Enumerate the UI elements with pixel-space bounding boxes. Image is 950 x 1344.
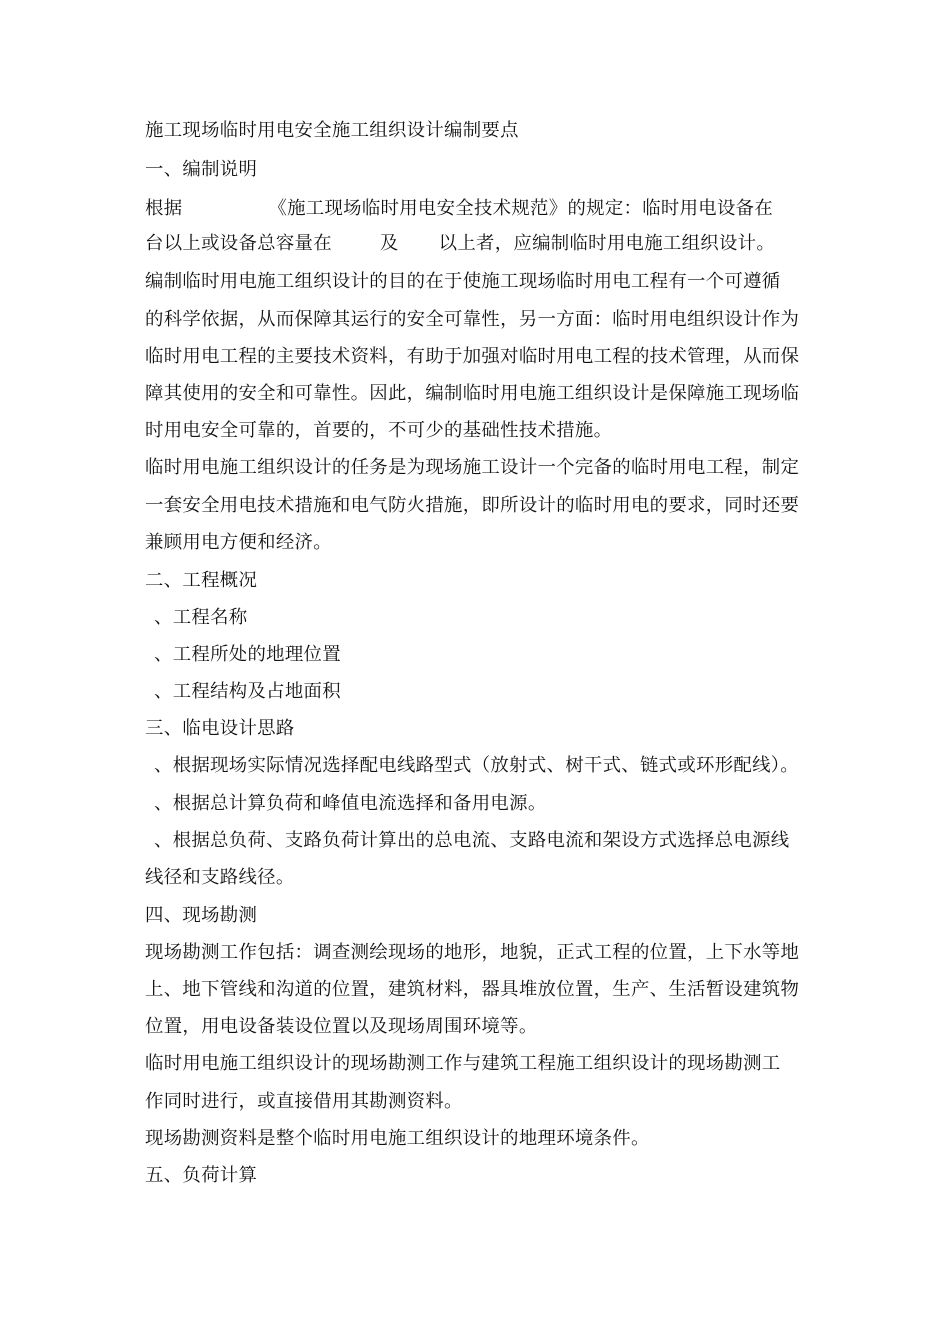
paragraph-line: 临时用电施工组织设计的现场勘测工作与建筑工程施工组织设计的现场勘测工	[145, 1053, 781, 1074]
list-item: 、工程名称	[154, 607, 248, 628]
section-heading-3: 三、临电设计思路	[145, 718, 295, 739]
paragraph-line: 现场勘测工作包括：调查测绘现场的地形，地貌，正式工程的位置，上下水等地	[145, 942, 800, 963]
paragraph-line: 作同时进行，或直接借用其勘测资料。	[145, 1091, 463, 1112]
list-item: 、工程结构及占地面积	[154, 681, 341, 702]
paragraph-line: 位置，用电设备装设位置以及现场周围环境等。	[145, 1016, 538, 1037]
paragraph-line: 的科学依据，从而保障其运行的安全可靠性，另一方面：临时用电组织设计作为	[145, 309, 800, 330]
document-title: 施工现场临时用电安全施工组织设计编制要点	[145, 120, 519, 141]
paragraph-line: 时用电安全可靠的，首要的，不可少的基础性技术措施。	[145, 420, 613, 441]
paragraph-line: 一套安全用电技术措施和电气防火措施，即所设计的临时用电的要求，同时还要	[145, 495, 800, 516]
text-run: 台以上或设备总容量在	[145, 233, 332, 254]
paragraph-line: 编制临时用电施工组织设计的目的在于使施工现场临时用电工程有一个可遵循	[145, 271, 781, 292]
paragraph-line: 临时用电工程的主要技术资料，有助于加强对临时用电工程的技术管理，从而保	[145, 346, 800, 367]
paragraph-line	[145, 197, 773, 221]
text-run: 以上者，应编制临时用电施工组织设计。	[438, 233, 776, 254]
paragraph-line: 障其使用的安全和可靠性。因此，编制临时用电施工组织设计是保障施工现场临	[145, 383, 800, 404]
paragraph-line: 兼顾用电方便和经济。	[145, 532, 332, 553]
list-item: 、工程所处的地理位置	[154, 644, 341, 665]
list-item-continuation: 线径和支路线径。	[145, 867, 295, 888]
paragraph-line	[145, 232, 775, 256]
section-heading-4: 四、现场勘测	[145, 905, 258, 926]
section-heading-2: 二、工程概况	[145, 570, 258, 591]
text-run: 根据	[145, 198, 183, 219]
section-heading-5: 五、负荷计算	[145, 1165, 258, 1186]
list-item: 、根据现场实际情况选择配电线路型式（放射式、树干式、链式或环形配线）。	[154, 755, 799, 776]
paragraph-line: 现场勘测资料是整个临时用电施工组织设计的地理环境条件。	[145, 1128, 650, 1149]
list-item: 、根据总计算负荷和峰值电流选择和备用电源。	[154, 793, 547, 814]
list-item: 、根据总负荷、支路负荷计算出的总电流、支路电流和架设方式选择总电源线	[154, 830, 790, 851]
section-heading-1: 一、编制说明	[145, 159, 258, 180]
text-run: 《施工现场临时用电安全技术规范》的规定：临时用电设备在	[268, 198, 774, 219]
paragraph-line: 临时用电施工组织设计的任务是为现场施工设计一个完备的临时用电工程，制定	[145, 457, 800, 478]
paragraph-line: 上、地下管线和沟道的位置，建筑材料，器具堆放位置，生产、生活暂设建筑物	[145, 979, 800, 1000]
text-run: 及	[379, 233, 399, 254]
